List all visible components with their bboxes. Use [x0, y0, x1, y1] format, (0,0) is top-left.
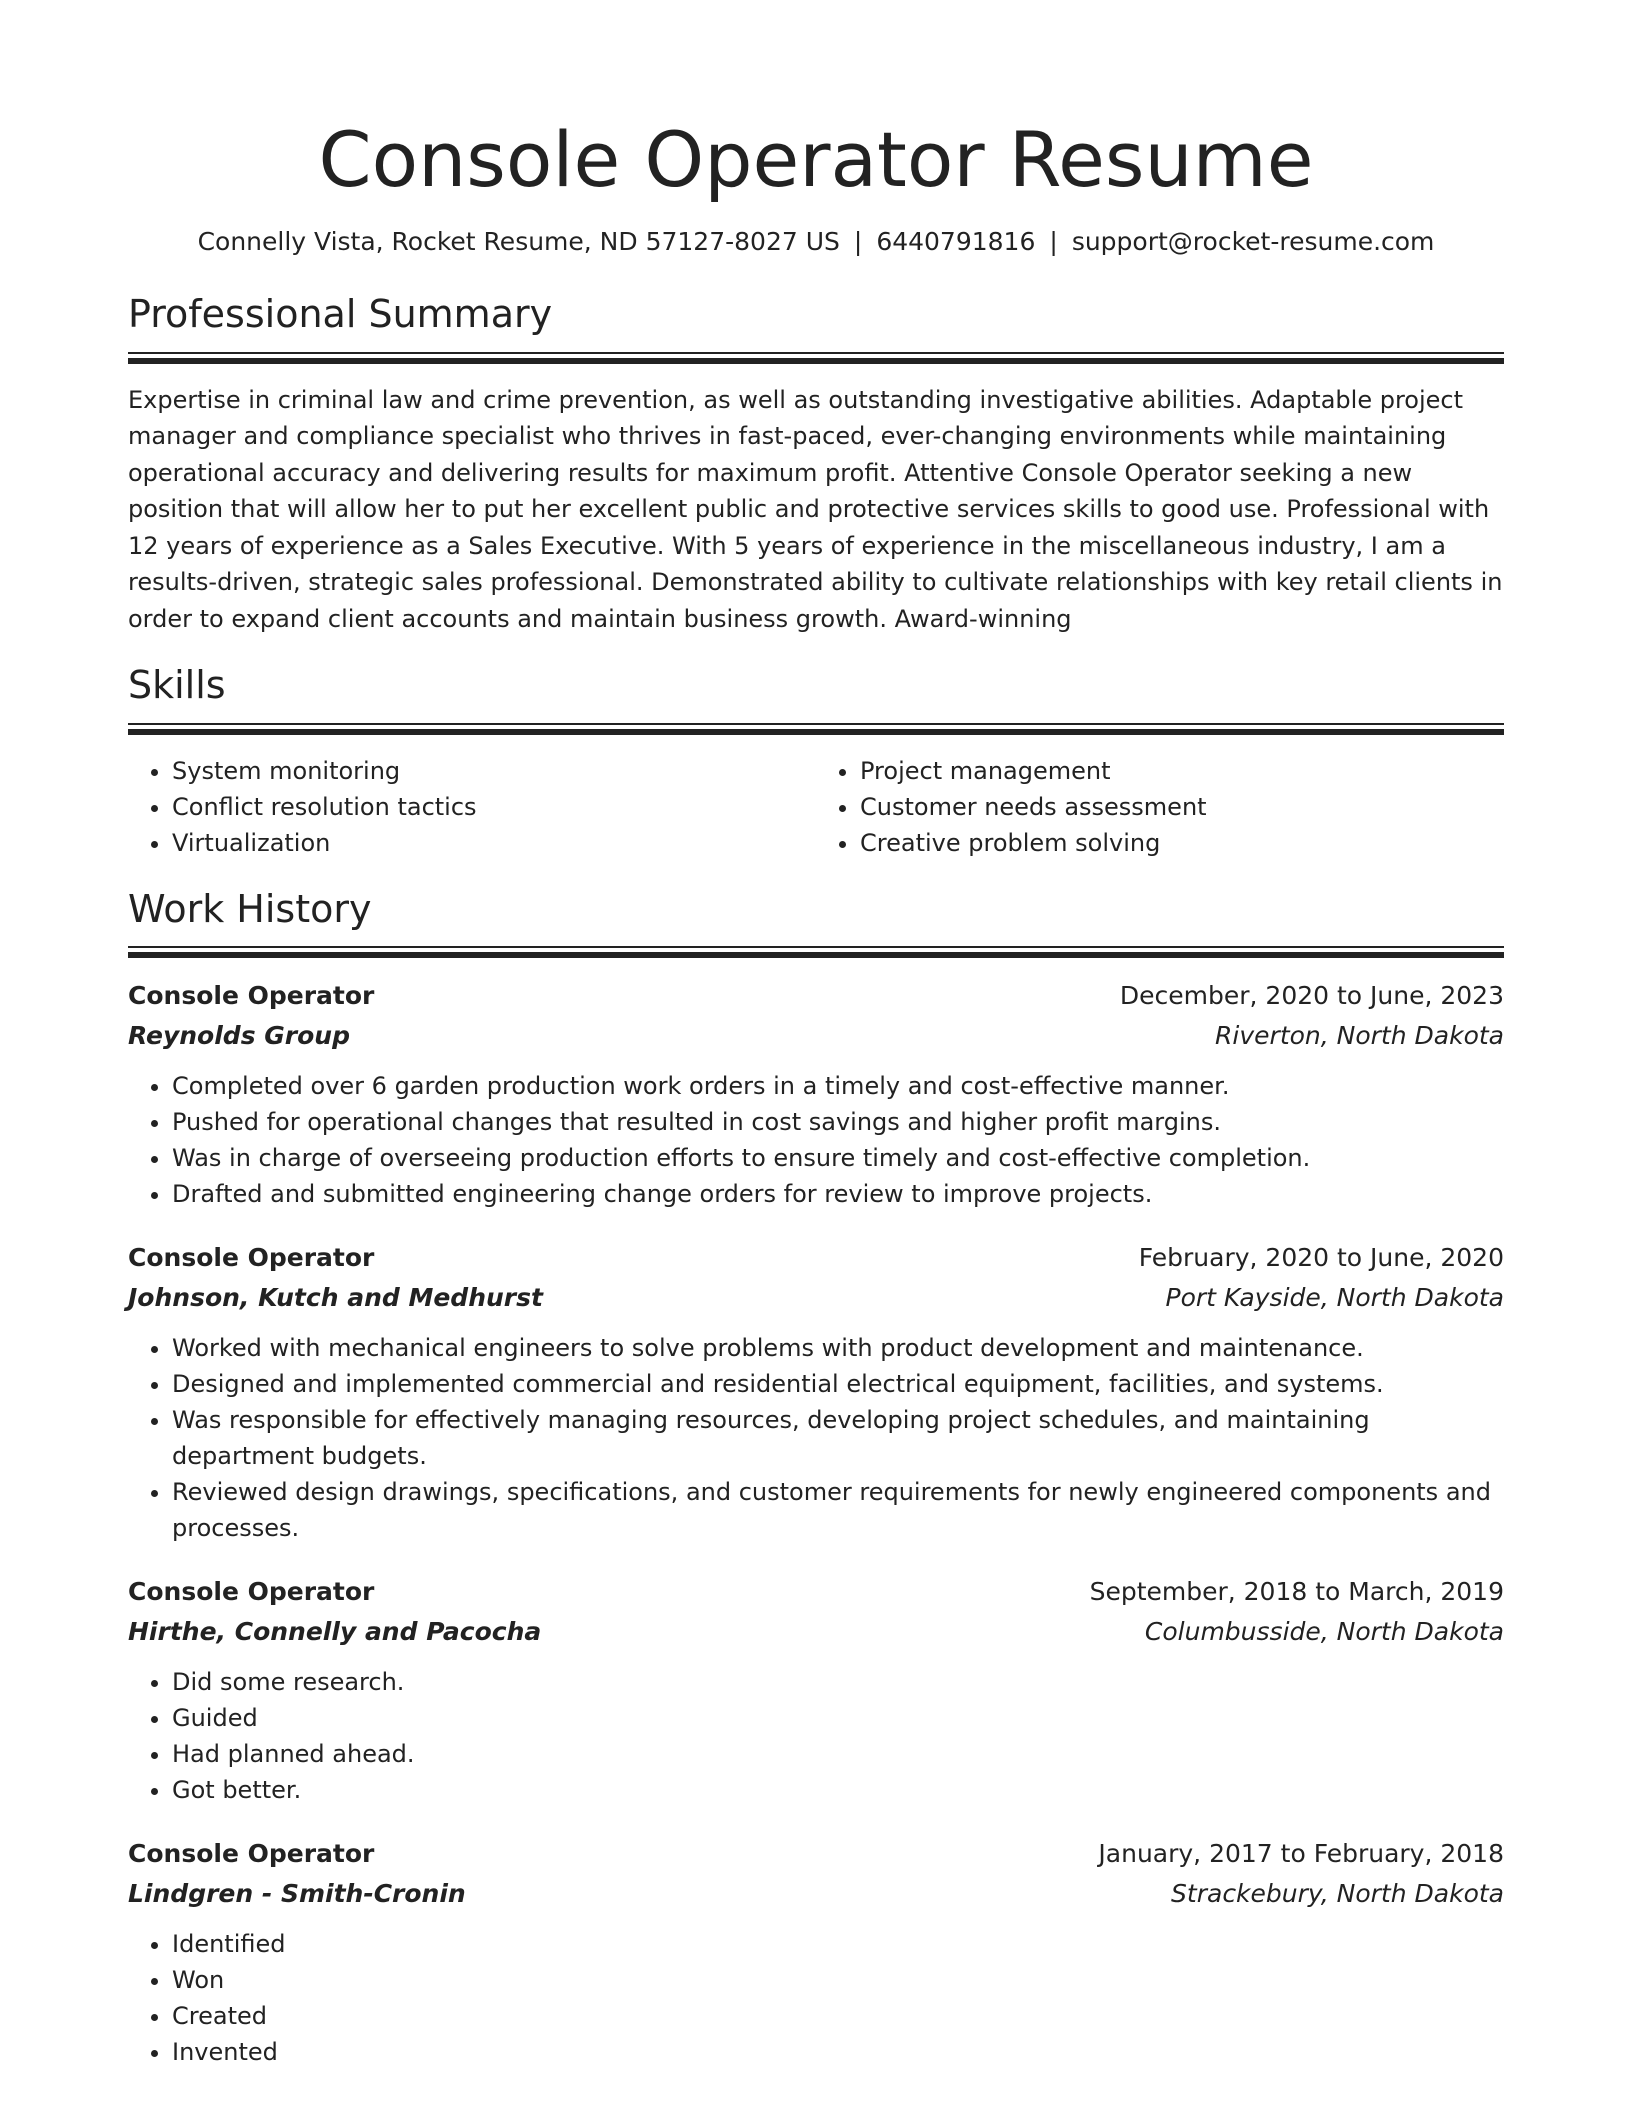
job-bullet: • Worked with mechanical engineers to solve problems with product development and maintenance.	[172, 1330, 1504, 1366]
job-location: Riverton, North Dakota	[1215, 1021, 1504, 1051]
job-entry	[128, 1834, 1504, 2070]
skills-list-left	[128, 753, 816, 861]
page-title: Console Operator Resume	[318, 115, 1314, 204]
job-bullet: • Drafted and submitted engineering change orders for review to improve projects.	[172, 1176, 1504, 1212]
job-title: Console Operator	[128, 981, 375, 1011]
section-divider	[128, 723, 1504, 735]
address: Connelly Vista, Rocket Resume, ND 57127-8027 US	[197, 226, 840, 256]
job-bullet: • Did some research.	[172, 1664, 1504, 1700]
job-title: Console Operator	[128, 1839, 375, 1869]
job-title: Console Operator	[128, 1243, 375, 1273]
job-bullet: • Identified	[172, 1926, 1504, 1962]
job-location: Strackebury, North Dakota	[1171, 1879, 1504, 1909]
job-bullets	[128, 1330, 1504, 1546]
summary-text: Expertise in criminal law and crime prevention, as well as outstanding investigative abilities. Adaptable project manager and compliance specialist who thrives in fast-paced, ever-changing environments while maintaining operational accuracy and delivering results for maximum profit. Attentive Console Operator seeking a new position that will allow her to put her excellent public and protective services skills to good use. Professional with 12 years of experience as a Sales Executive. With 5 years of experience in the miscellaneous industry, I am a results-driven, strategic sales professional. Demonstrated ability to cultivate relationships with key retail clients in order to expand client accounts and maintain business growth. Award-winning	[128, 385, 1503, 633]
job-company: Hirthe, Connelly and Pacocha	[128, 1617, 542, 1647]
job-company: Johnson, Kutch and Medhurst	[128, 1283, 543, 1313]
job-bullet: • Guided	[172, 1700, 1504, 1736]
skill-item: • Conflict resolution tactics	[172, 789, 816, 825]
job-entry	[128, 1572, 1504, 1808]
job-bullet: • Had planned ahead.	[172, 1736, 1504, 1772]
skill-item: • Virtualization	[172, 825, 816, 861]
email-link[interactable]: support@rocket-resume.com	[1071, 226, 1435, 256]
section-divider	[128, 946, 1504, 958]
job-bullet: • Pushed for operational changes that resulted in cost savings and higher profit margins.	[172, 1104, 1504, 1140]
job-dates: December, 2020 to June, 2023	[1119, 981, 1504, 1011]
job-title: Console Operator	[128, 1577, 375, 1607]
job-dates: January, 2017 to February, 2018	[1098, 1839, 1504, 1869]
skills-grid	[128, 753, 1504, 861]
skills-list-right	[816, 753, 1504, 861]
separator: |	[853, 226, 863, 256]
job-company: Reynolds Group	[128, 1021, 350, 1051]
phone: 6440791816	[876, 226, 1036, 256]
skills-heading: Skills	[128, 663, 226, 708]
job-dates: September, 2018 to March, 2019	[1089, 1577, 1504, 1607]
separator: |	[1049, 226, 1058, 256]
summary-heading: Professional Summary	[128, 292, 553, 337]
job-dates: February, 2020 to June, 2020	[1138, 1243, 1504, 1273]
skill-item: • System monitoring	[172, 753, 816, 789]
job-location: Columbusside, North Dakota	[1144, 1617, 1504, 1647]
job-bullet: • Created	[172, 1998, 1504, 2034]
skill-item: • Customer needs assessment	[860, 789, 1504, 825]
job-bullet: • Completed over 6 garden production work orders in a timely and cost-effective manner.	[172, 1068, 1504, 1104]
skill-item: • Creative problem solving	[860, 825, 1504, 861]
work-history-heading: Work History	[128, 886, 372, 931]
job-bullet: • Designed and implemented commercial and residential electrical equipment, facilities, and systems.	[172, 1366, 1504, 1402]
job-bullet: • Won	[172, 1962, 1504, 1998]
job-entry	[128, 1238, 1504, 1546]
job-entry	[128, 976, 1504, 1212]
job-company: Lindgren - Smith-Cronin	[128, 1879, 466, 1909]
job-bullet: • Got better.	[172, 1772, 1504, 1808]
job-bullets	[128, 1068, 1504, 1212]
job-location: Port Kayside, North Dakota	[1165, 1283, 1504, 1313]
section-divider	[128, 352, 1504, 364]
work-history-section	[128, 887, 1504, 2071]
job-bullet: • Was responsible for effectively managing resources, developing project schedules, and maintaining department budgets.	[172, 1402, 1504, 1474]
job-bullets	[128, 1926, 1504, 2070]
skills-section	[128, 663, 1504, 861]
skill-item: • Project management	[860, 753, 1504, 789]
summary-section	[128, 292, 1504, 637]
job-bullets	[128, 1664, 1504, 1808]
job-bullet: • Invented	[172, 2034, 1504, 2070]
job-bullet: • Reviewed design drawings, specifications, and customer requirements for newly engineered components and processes.	[172, 1474, 1504, 1546]
contact-line	[128, 226, 1504, 259]
job-bullet: • Was in charge of overseeing production efforts to ensure timely and cost-effective completion.	[172, 1140, 1504, 1176]
